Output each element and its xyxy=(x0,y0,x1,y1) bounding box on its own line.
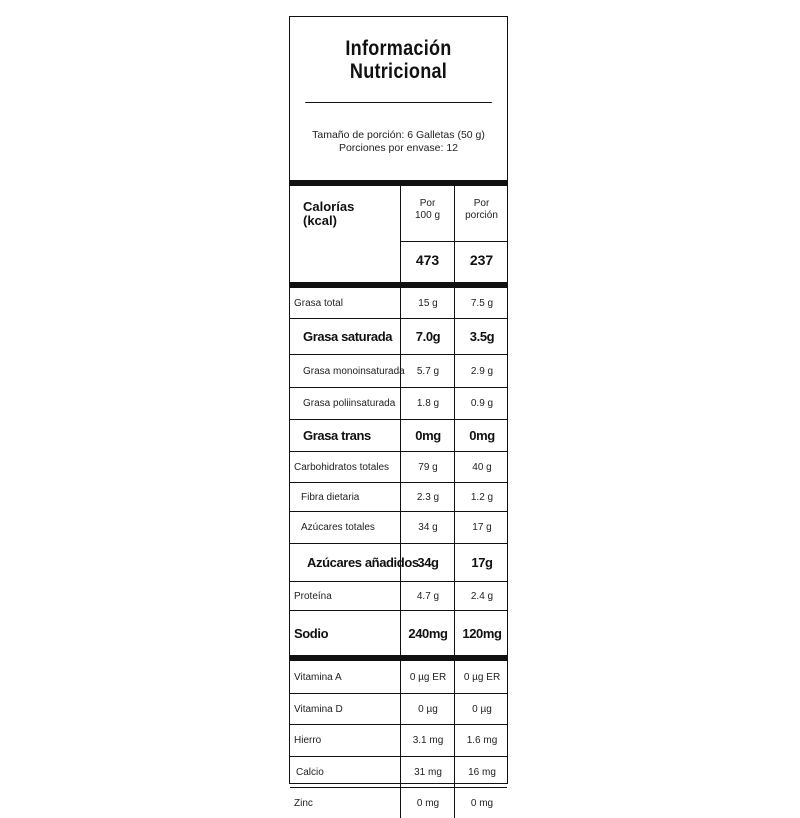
nutrient-value-per-100g: 79 g xyxy=(400,452,455,482)
vitamin-row xyxy=(290,725,507,757)
vitamin-value-per-serving: 0 µg ER xyxy=(454,661,509,693)
serving-size: Tamaño de porción: 6 Galletas (50 g) xyxy=(312,128,485,141)
calories-label-line-2: (kcal) xyxy=(303,213,337,228)
nutrient-row xyxy=(290,483,507,512)
nutrient-name: Sodio xyxy=(294,625,329,641)
nutrient-value-per-serving: 17 g xyxy=(454,512,509,543)
vitamin-name: Calcio xyxy=(296,766,324,778)
nutrient-name: Grasa monoinsaturada xyxy=(303,365,405,377)
calories-per-100g: 473 xyxy=(415,252,440,268)
nutrient-name: Grasa poliinsaturada xyxy=(303,398,396,409)
vitamin-value-per-100g: 0 mg xyxy=(400,788,455,818)
nutrient-row xyxy=(290,288,507,319)
title-line-2: Nutricional xyxy=(349,59,448,83)
vitamin-row xyxy=(290,694,507,725)
vitamin-value-per-serving: 0 µg xyxy=(454,694,509,724)
calories-label xyxy=(303,200,354,228)
nutrient-value-per-100g: 0mg xyxy=(400,420,455,451)
nutrient-value-per-serving: 40 g xyxy=(454,452,509,482)
nutrient-row xyxy=(290,582,507,611)
vitamin-row xyxy=(290,788,507,818)
nutrient-value-per-100g: 5.7 g xyxy=(400,355,455,387)
title-line-1: Información xyxy=(345,36,452,60)
column-head-per-serving-line-2: porción xyxy=(465,210,498,221)
nutrient-row xyxy=(290,452,507,483)
vitamin-name: Vitamina A xyxy=(294,671,342,683)
nutrient-name: Azúcares totales xyxy=(301,522,375,533)
nutrient-value-per-100g: 34g xyxy=(400,544,455,581)
nutrient-name: Grasa total xyxy=(294,297,343,309)
calories-per-serving: 237 xyxy=(469,252,494,268)
vitamin-row xyxy=(290,661,507,694)
nutrient-name: Grasa trans xyxy=(303,428,371,443)
nutrient-value-per-100g: 15 g xyxy=(400,288,455,318)
vitamin-value-per-100g: 31 mg xyxy=(400,757,455,787)
nutrient-value-per-100g: 7.0g xyxy=(400,319,455,354)
nutrient-value-per-100g: 4.7 g xyxy=(400,582,455,610)
vitamin-name: Hierro xyxy=(294,735,322,746)
nutrient-value-per-100g: 240mg xyxy=(400,611,455,655)
vitamin-value-per-100g: 0 µg xyxy=(400,694,455,724)
nutrient-value-per-serving: 2.9 g xyxy=(454,355,509,387)
nutrient-row xyxy=(290,611,507,656)
nutrient-name: Carbohidratos totales xyxy=(294,461,390,473)
calories-label-line-1: Calorías xyxy=(303,199,355,214)
nutrient-value-per-serving: 1.2 g xyxy=(454,483,509,511)
nutrient-name: Fibra dietaria xyxy=(301,491,360,503)
nutrient-name: Proteína xyxy=(294,590,332,602)
servings-per-container: Porciones por envase: 12 xyxy=(338,141,459,154)
nutrient-name: Azúcares añadidos xyxy=(307,555,419,570)
nutrient-value-per-serving: 3.5g xyxy=(454,319,509,354)
vitamin-value-per-100g: 0 µg ER xyxy=(400,661,455,693)
nutrient-value-per-100g: 2.3 g xyxy=(400,483,455,511)
nutrient-row xyxy=(290,420,507,452)
nutrient-value-per-serving: 2.4 g xyxy=(454,582,509,610)
nutrient-value-per-100g: 34 g xyxy=(400,512,455,543)
nutrition-label xyxy=(289,16,508,809)
column-head-per-100g-line-2: 100 g xyxy=(414,210,441,221)
nutrient-value-per-serving: 7.5 g xyxy=(454,288,509,318)
nutrient-value-per-100g: 1.8 g xyxy=(400,388,455,419)
column-head-per-100g-line-1: Por xyxy=(419,198,436,209)
nutrient-value-per-serving: 120mg xyxy=(454,611,509,655)
nutrient-value-per-serving: 17g xyxy=(454,544,509,581)
vitamin-value-per-100g: 3.1 mg xyxy=(400,725,455,756)
column-head-per-serving xyxy=(455,198,508,222)
calories-column-divider-2 xyxy=(454,186,455,282)
nutrient-row xyxy=(290,388,507,420)
vitamin-name: Vitamina D xyxy=(294,703,343,715)
vitamin-value-per-serving: 1.6 mg xyxy=(454,725,509,756)
nutrient-row xyxy=(290,544,507,582)
nutrient-value-per-serving: 0.9 g xyxy=(454,388,509,419)
calories-block xyxy=(290,186,507,282)
nutrient-name: Grasa saturada xyxy=(303,329,393,344)
vitamin-name: Zinc xyxy=(294,797,313,809)
column-head-per-serving-line-1: Por xyxy=(473,198,490,209)
vitamin-row xyxy=(290,757,507,788)
serving-info xyxy=(290,103,507,180)
nutrient-row xyxy=(290,355,507,388)
nutrient-value-per-serving: 0mg xyxy=(454,420,509,451)
vitamin-value-per-serving: 0 mg xyxy=(454,788,509,818)
vitamin-value-per-serving: 16 mg xyxy=(454,757,509,787)
nutrient-row xyxy=(290,512,507,544)
nutrient-row xyxy=(290,319,507,355)
column-head-per-100g xyxy=(401,198,454,222)
calories-column-divider-1 xyxy=(400,186,401,282)
label-title xyxy=(305,17,492,103)
